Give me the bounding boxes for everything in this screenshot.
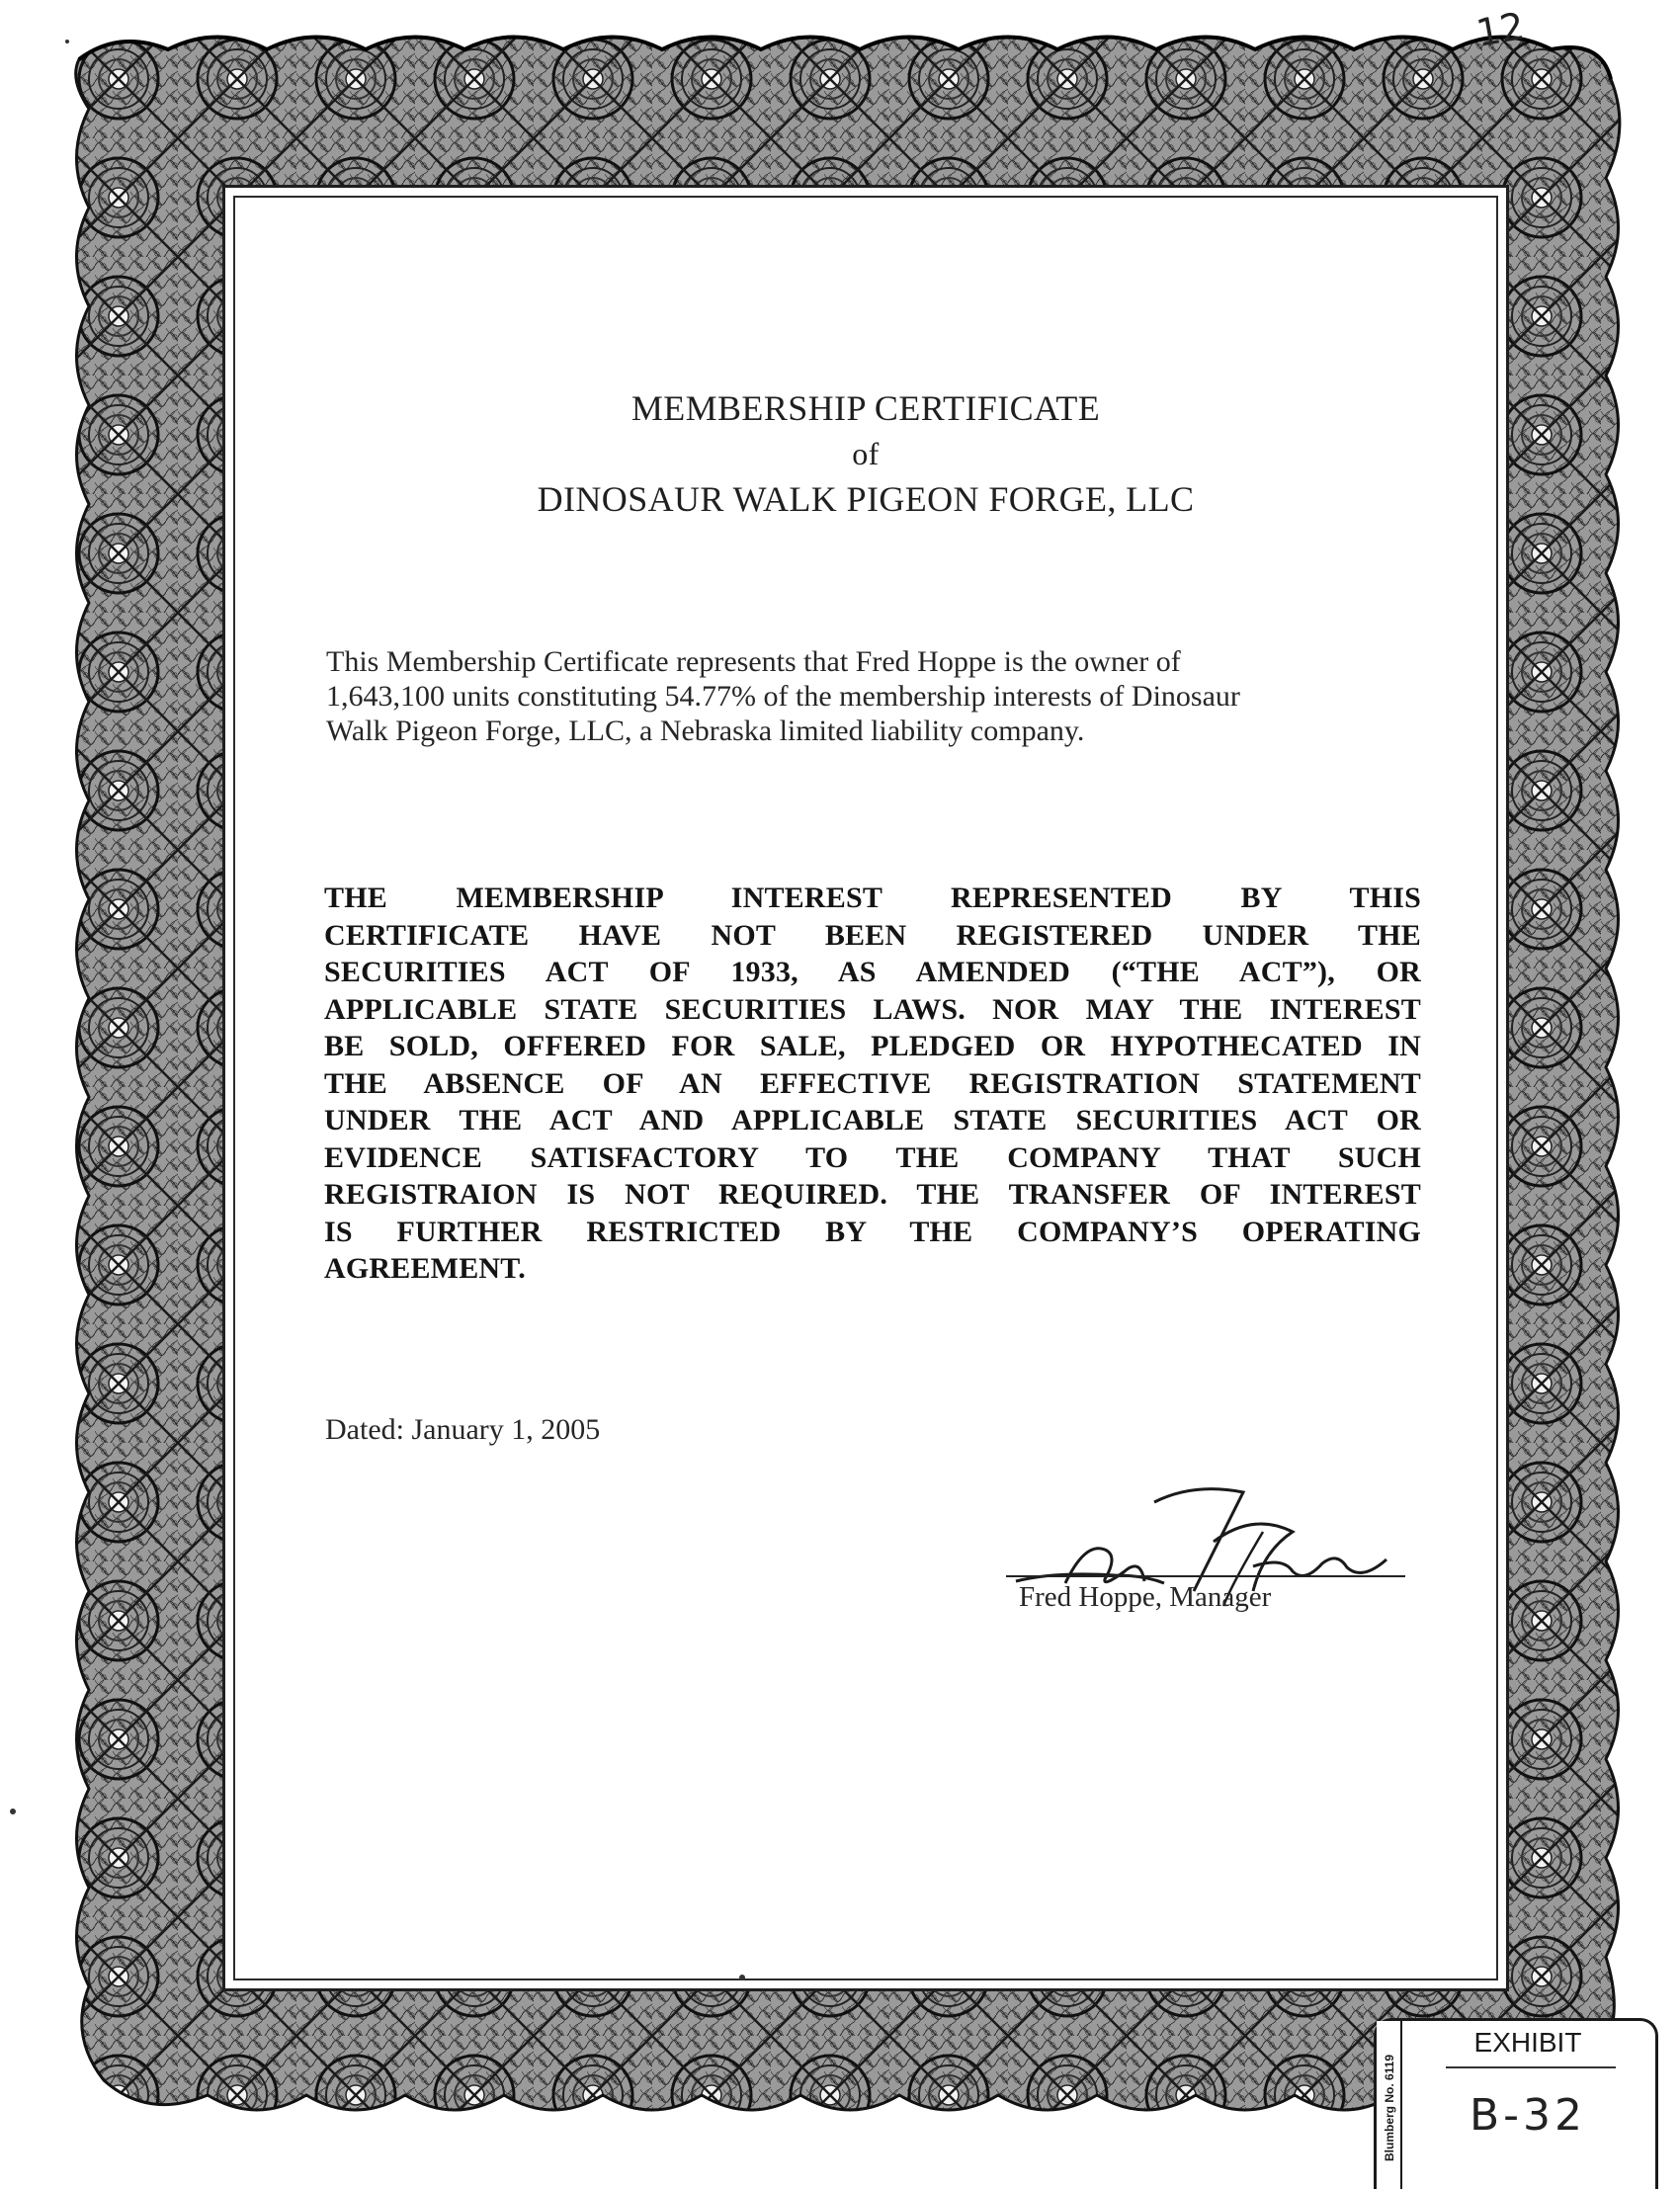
- legend-line: THE MEMBERSHIP INTEREST REPRESENTED BY THIS: [324, 882, 1421, 914]
- statement-line: Walk Pigeon Forge, LLC, a Nebraska limited liability company.: [326, 715, 1085, 747]
- dated-line: Dated: January 1, 2005: [325, 1413, 601, 1446]
- signatory-name-title: Fred Hoppe, Manager: [1019, 1581, 1272, 1613]
- speck: [65, 40, 69, 43]
- statement-line: This Membership Certificate represents that Fred Hoppe is the owner of: [326, 645, 1181, 678]
- exhibit-sticker: [1374, 2018, 1658, 2189]
- certificate-panel: [225, 188, 1506, 1988]
- speck: [10, 1809, 16, 1814]
- legend-line: IS FURTHER RESTRICTED BY THE COMPANY’S OPERATING: [324, 1215, 1421, 1248]
- legend-line: SECURITIES ACT OF 1933, AS AMENDED (“THE ACT”), OR: [324, 956, 1421, 988]
- statement-line: 1,643,100 units constituting 54.77% of the membership interests of Dinosaur: [326, 680, 1240, 713]
- exhibit-rule: [1446, 2066, 1616, 2068]
- exhibit-number: B-32: [1469, 2090, 1587, 2141]
- exhibit-side-strip: [1377, 2021, 1402, 2189]
- title-line-3: DINOSAUR WALK PIGEON FORGE, LLC: [537, 479, 1195, 519]
- title-line-1: MEMBERSHIP CERTIFICATE: [630, 388, 1101, 428]
- legend-line: THE ABSENCE OF AN EFFECTIVE REGISTRATION STATEMENT: [324, 1066, 1421, 1100]
- legend-line: REGISTRAION IS NOT REQUIRED. THE TRANSFER OF INTEREST: [324, 1178, 1421, 1211]
- title-line-2: of: [852, 436, 880, 471]
- handwritten-page-number: 12: [1472, 4, 1528, 55]
- legend-line: EVIDENCE SATISFACTORY TO THE COMPANY THAT SUCH: [324, 1140, 1421, 1174]
- legend-line: AGREEMENT.: [324, 1252, 526, 1285]
- legend-line: CERTIFICATE HAVE NOT BEEN REGISTERED UNDER THE: [324, 918, 1421, 952]
- speck: [739, 1975, 745, 1980]
- exhibit-side-text: Blumberg No. 6119: [1383, 2054, 1396, 2161]
- ownership-statement: [326, 644, 1413, 748]
- certificate-title: [225, 385, 1506, 522]
- legend-line: BE SOLD, OFFERED FOR SALE, PLEDGED OR HYPOTHECATED IN: [324, 1030, 1421, 1062]
- legend-line: APPLICABLE STATE SECURITIES LAWS. NOR MAY THE INTEREST: [324, 992, 1421, 1026]
- legend-line: UNDER THE ACT AND APPLICABLE STATE SECURITIES ACT OR: [324, 1104, 1421, 1137]
- exhibit-label: EXHIBIT: [1473, 2027, 1582, 2058]
- signature-line: [1006, 1575, 1405, 1577]
- restrictive-legend: [324, 880, 1421, 1288]
